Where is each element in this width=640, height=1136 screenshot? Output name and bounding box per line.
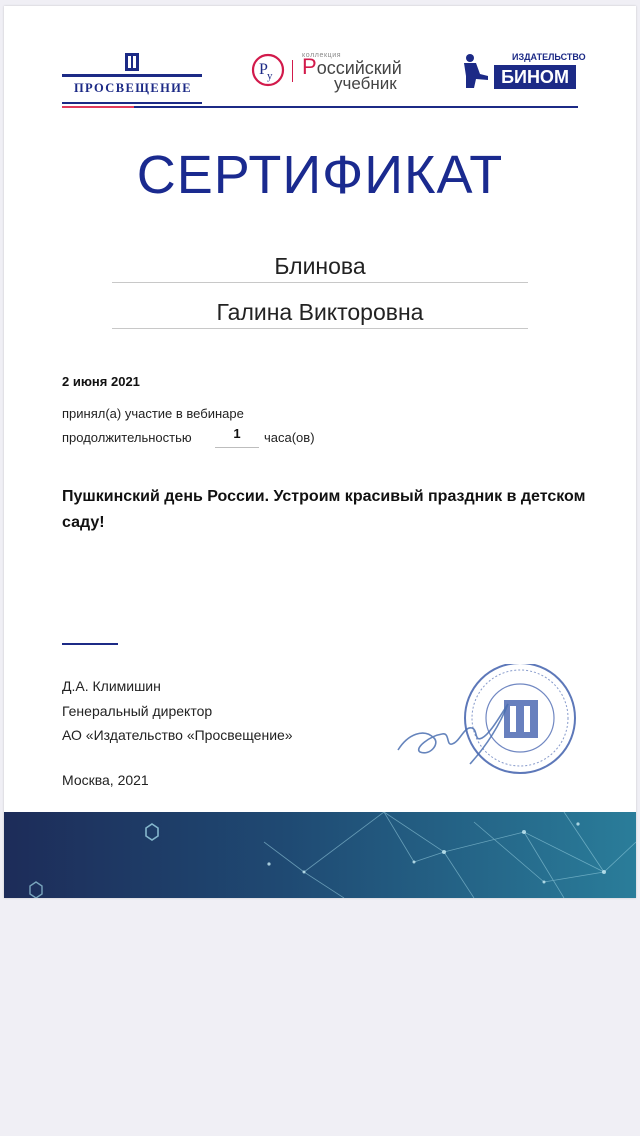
ru-wordmark-line2: учебник	[334, 74, 397, 93]
signatory-name: Д.А. Климишин	[62, 678, 161, 694]
certificate-page	[4, 6, 636, 898]
recipient-surname: Блинова	[112, 250, 528, 283]
ru-emblem-icon	[250, 52, 290, 92]
certificate-title: СЕРТИФИКАТ	[136, 145, 504, 205]
ru-wordmark-initial: Р	[302, 54, 317, 79]
signatory-organization: АО «Издательство «Просвещение»	[62, 727, 293, 743]
network-pattern-icon	[4, 812, 636, 898]
svg-text:Р: Р	[259, 61, 268, 78]
footer-decoration	[4, 812, 636, 898]
duration-label: продолжительностью	[62, 430, 192, 445]
header-rule-accent	[62, 106, 134, 108]
logo-bar-top	[62, 74, 202, 77]
ru-collection-label: коллекция	[302, 52, 342, 59]
binom-publisher-label: ИЗДАТЕЛЬСТВО	[512, 52, 586, 62]
prosveshchenie-emblem-icon	[124, 52, 140, 72]
duration-unit: часа(ов)	[264, 430, 315, 445]
svg-text:у: у	[267, 70, 273, 82]
signature-and-seal	[390, 664, 590, 780]
binom-logo	[456, 50, 586, 96]
handwritten-signature-icon	[398, 704, 508, 764]
duration-value: 1	[215, 426, 259, 448]
webinar-topic: Пушкинский день России. Устроим красивый праздник в детском саду!	[62, 488, 586, 531]
binom-wordmark: БИНОМ	[494, 65, 576, 89]
city-year: Москва, 2021	[62, 772, 149, 788]
russian-textbook-logo	[250, 50, 420, 96]
webinar-date: 2 июня 2021	[62, 374, 140, 389]
ru-separator	[292, 60, 293, 82]
prosveshchenie-wordmark: ПРОСВЕЩЕНИЕ	[73, 81, 193, 95]
logo-bar-bottom	[62, 102, 202, 104]
seal-stamp-icon	[465, 664, 575, 773]
recipient-given-names: Галина Викторовна	[112, 296, 528, 329]
ru-wordmark-rest: оссийский	[316, 58, 402, 78]
header-rule	[62, 106, 578, 108]
participation-text: принял(а) участие в вебинаре	[62, 406, 244, 421]
signature-rule	[62, 643, 118, 645]
prosveshchenie-logo	[62, 50, 208, 108]
signatory-position: Генеральный директор	[62, 703, 213, 719]
binom-figure-icon	[458, 52, 492, 90]
